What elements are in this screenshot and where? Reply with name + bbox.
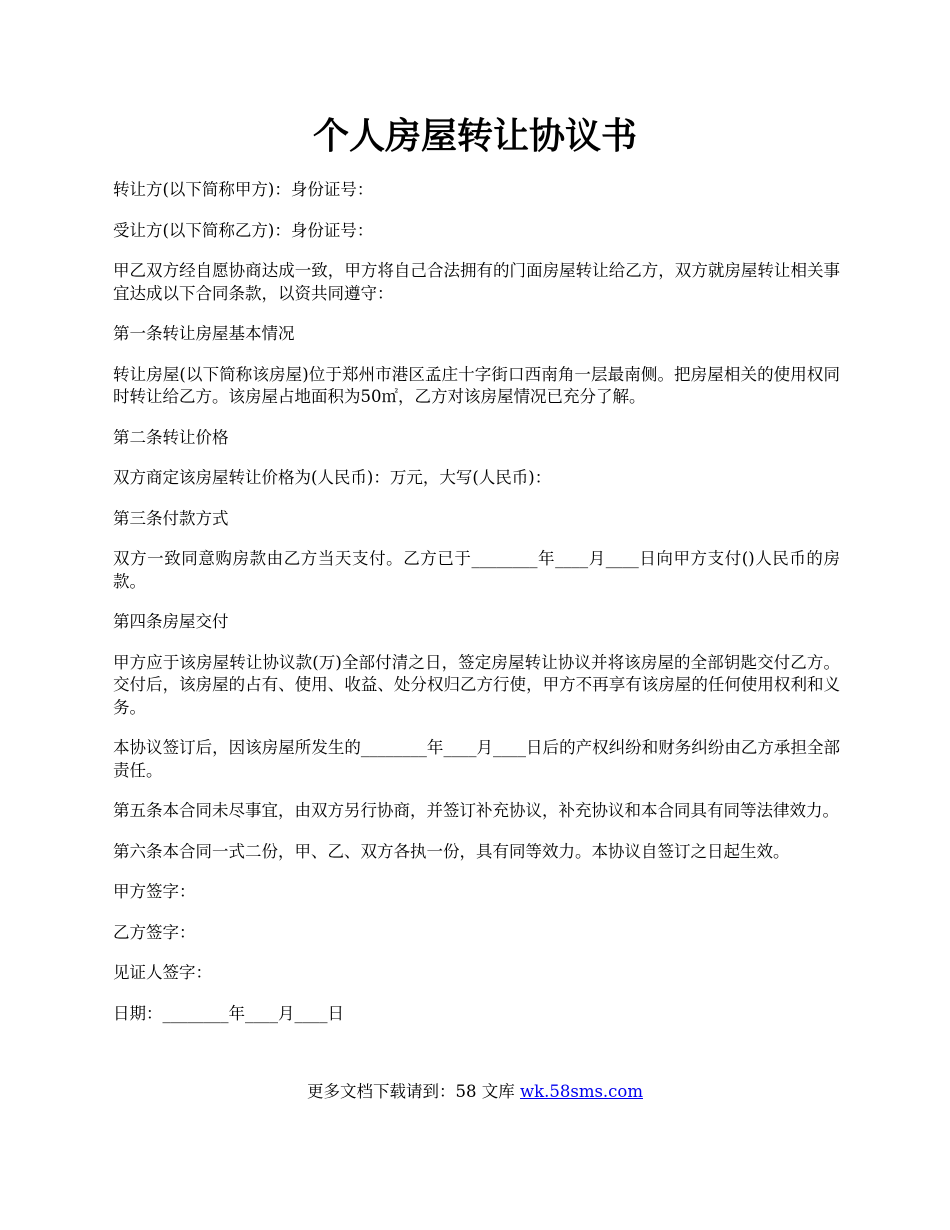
paragraph-transferor: 转让方(以下简称甲方)：身份证号： xyxy=(113,180,374,199)
signature-party-b: 乙方签字： xyxy=(113,922,196,942)
paragraph-preamble: 甲乙双方经自愿协商达成一致，甲方将自己合法拥有的门面房屋转让给乙方，双方就房屋转让相关事宜达成以下合同条款，以资共同遵守： xyxy=(113,261,840,303)
paragraph-article-3: 双方一致同意购房款由乙方当天支付。乙方已于________年____月____日向甲方支付()人民币的房款。 xyxy=(113,549,840,591)
heading-article-2: 第二条转让价格 xyxy=(113,427,229,447)
signature-witness: 见证人签字： xyxy=(113,963,212,982)
paragraph-article-5: 第五条本合同未尽事宜，由双方另行协商，并签订补充协议，补充协议和本合同具有同等法律效力。 xyxy=(113,801,839,820)
paragraph-article-6: 第六条本合同一式二份，甲、乙、双方各执一份，具有同等效力。本协议自签订之日起生效。 xyxy=(113,841,790,861)
signature-date: 日期：________年____月____日 xyxy=(113,1003,344,1023)
paragraph-liability: 本协议签订后，因该房屋所发生的________年____月____日后的产权纠纷和财务纠纷由乙方承担全部责任。 xyxy=(113,738,840,780)
heading-article-4: 第四条房屋交付 xyxy=(113,612,229,631)
paragraph-article-4: 甲方应于该房屋转让协议款(万)全部付清之日，签定房屋转让协议并将该房屋的全部钥匙交付乙方。交付后，该房屋的占有、使用、收益、处分权归乙方行使，甲方不再享有该房屋的任何使用权利和义务。 xyxy=(113,652,840,717)
document-title: 个人房屋转让协议书 xyxy=(312,115,637,157)
footer-link[interactable]: wk.58sms.com xyxy=(519,1082,643,1101)
footer-text: 更多文档下载请到：58 文库 xyxy=(306,1082,520,1101)
download-footer xyxy=(0,1081,950,1103)
paragraph-article-1: 转让房屋(以下简称该房屋)位于郑州市港区孟庄十字街口西南角一层最南侧。把房屋相关的使用权同时转让给乙方。该房屋占地面积为50㎡，乙方对该房屋情况已充分了解。 xyxy=(113,364,840,406)
heading-article-3: 第三条付款方式 xyxy=(113,508,229,528)
paragraph-transferee: 受让方(以下简称乙方)：身份证号： xyxy=(113,220,374,240)
signature-party-a: 甲方签字： xyxy=(113,882,196,901)
paragraph-article-2: 双方商定该房屋转让价格为(人民币)：万元，大写(人民币)： xyxy=(113,468,552,487)
heading-article-1: 第一条转让房屋基本情况 xyxy=(113,324,295,343)
document-body xyxy=(113,179,840,1043)
